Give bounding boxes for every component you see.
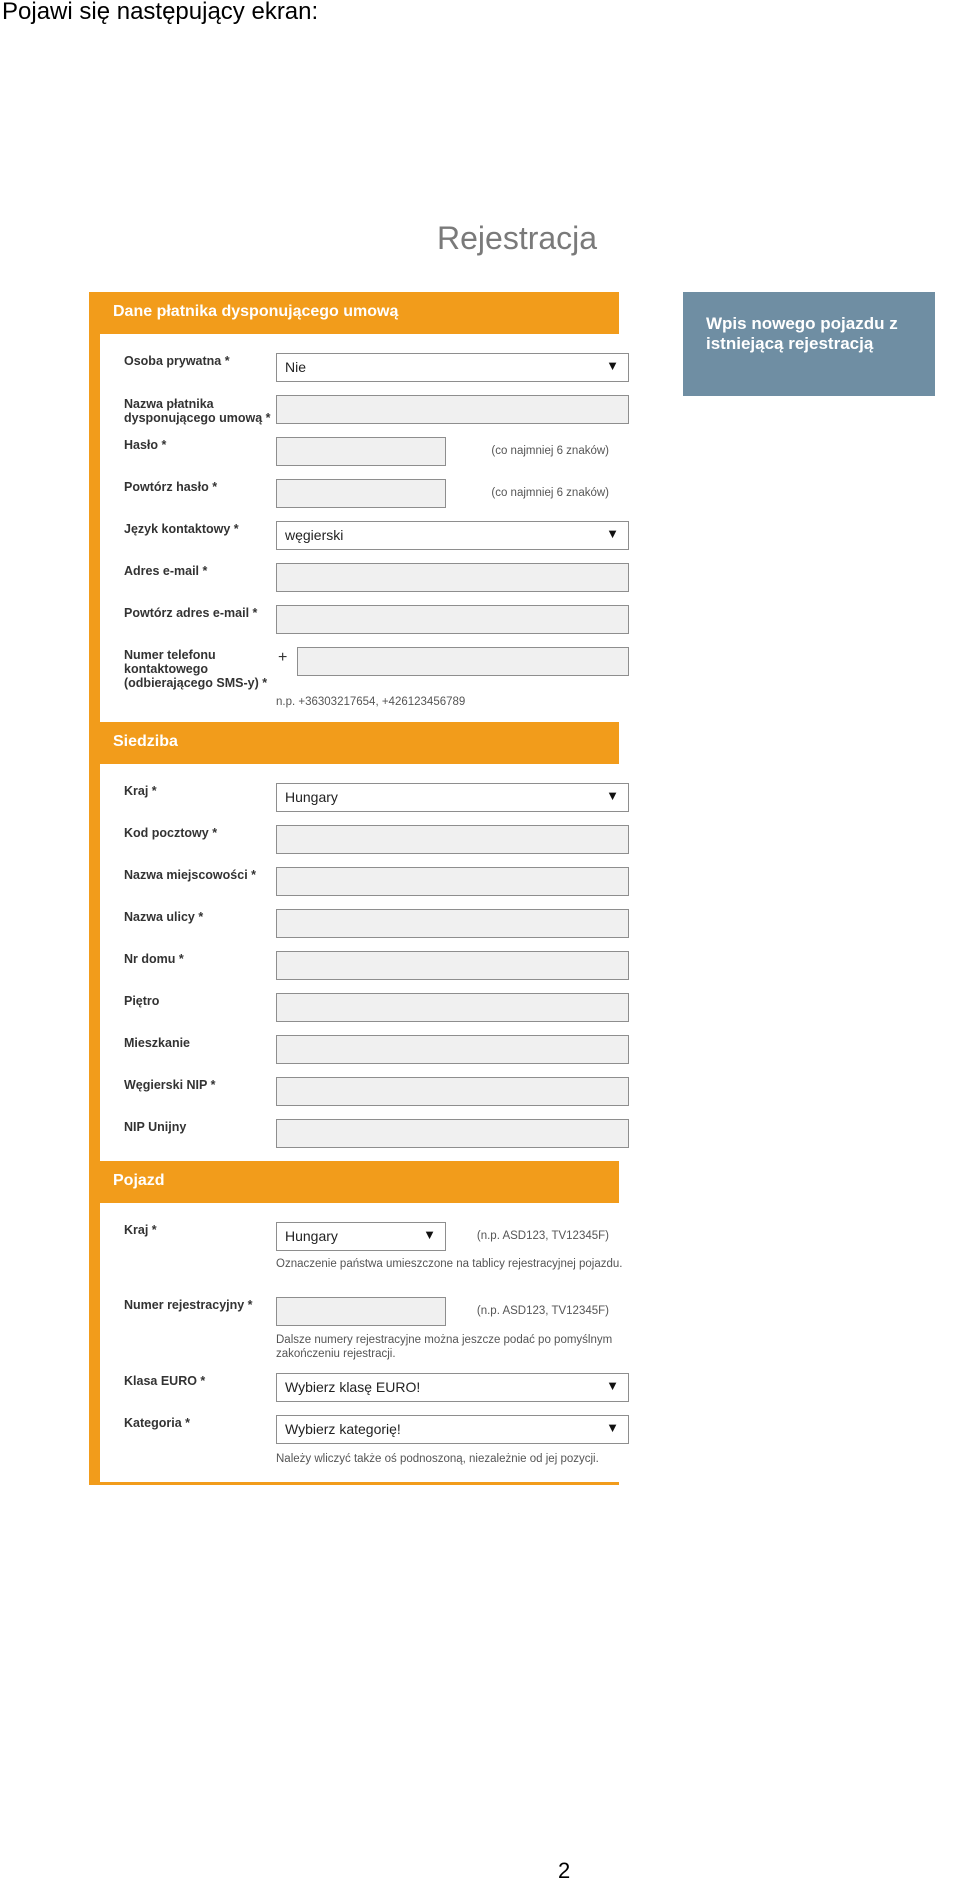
eu-nip-label: NIP Unijny xyxy=(124,1120,187,1134)
vehicle-country-label: Kraj * xyxy=(124,1223,157,1237)
new-vehicle-existing-registration-button[interactable] xyxy=(683,292,935,396)
payer-name-input[interactable] xyxy=(276,395,629,424)
category-label: Kategoria * xyxy=(124,1416,190,1430)
password-input[interactable] xyxy=(276,437,446,466)
section-header-seat: Siedziba xyxy=(100,722,619,764)
eu-nip-input[interactable] xyxy=(276,1119,629,1148)
email-label: Adres e-mail * xyxy=(124,564,208,578)
euro-class-value: Wybierz klasę EURO! xyxy=(285,1379,421,1395)
repeat-password-input[interactable] xyxy=(276,479,446,508)
section-header-payer: Dane płatnika dysponującego umową xyxy=(100,292,619,334)
section-header-vehicle: Pojazd xyxy=(100,1161,619,1203)
registration-form xyxy=(89,292,623,1485)
repeat-email-label: Powtórz adres e-mail * xyxy=(124,606,258,620)
city-input[interactable] xyxy=(276,867,629,896)
dropdown-arrow-icon: ▼ xyxy=(606,1420,619,1435)
phone-example: n.p. +36303217654, +426123456789 xyxy=(276,696,466,708)
house-number-label: Nr domu * xyxy=(124,952,184,966)
language-value: węgierski xyxy=(285,527,344,543)
page-title: Rejestracja xyxy=(437,220,598,256)
dropdown-arrow-icon: ▼ xyxy=(606,526,619,541)
street-label: Nazwa ulicy * xyxy=(124,910,204,924)
flat-input[interactable] xyxy=(276,1035,629,1064)
email-input[interactable] xyxy=(276,563,629,592)
seat-country-label: Kraj * xyxy=(124,784,157,798)
password-label: Hasło * xyxy=(124,438,167,452)
side-button-line2: istniejącą rejestracją xyxy=(706,334,874,353)
dropdown-arrow-icon: ▼ xyxy=(606,788,619,803)
house-number-input[interactable] xyxy=(276,951,629,980)
private-person-select[interactable] xyxy=(276,353,629,382)
dropdown-arrow-icon: ▼ xyxy=(606,1378,619,1393)
floor-label: Piętro xyxy=(124,994,160,1008)
hungarian-nip-input[interactable] xyxy=(276,1077,629,1106)
repeat-password-label: Powtórz hasło * xyxy=(124,480,218,494)
side-button-line1: Wpis nowego pojazdu z xyxy=(706,314,898,333)
payer-name-label: Nazwa płatnika dysponującego umową * xyxy=(124,397,271,425)
vehicle-country-note: Oznaczenie państwa umieszczone na tablicy rejestracyjnej pojazdu. xyxy=(276,1258,623,1270)
repeat-email-input[interactable] xyxy=(276,605,629,634)
private-person-label: Osoba prywatna * xyxy=(124,354,230,368)
phone-label: Numer telefonu kontaktowego (odbierającego SMS-y) * xyxy=(124,648,268,690)
floor-input[interactable] xyxy=(276,993,629,1022)
plate-number-input[interactable] xyxy=(276,1297,446,1326)
hungarian-nip-label: Węgierski NIP * xyxy=(124,1078,216,1092)
flat-label: Mieszkanie xyxy=(124,1036,191,1050)
phone-input[interactable] xyxy=(297,647,629,676)
dropdown-arrow-icon: ▼ xyxy=(606,358,619,373)
euro-class-label: Klasa EURO * xyxy=(124,1374,206,1388)
password-hint: (co najmniej 6 znaków) xyxy=(491,445,609,457)
plate-number-note: Dalsze numery rejestracyjne można jeszcze podać po pomyślnym zakończeniu rejestracji. xyxy=(276,1334,613,1360)
vehicle-country-hint: (n.p. ASD123, TV12345F) xyxy=(476,1230,609,1242)
vehicle-country-value: Hungary xyxy=(285,1228,338,1244)
document-heading: Pojawi się następujący ekran: xyxy=(2,0,319,25)
vehicle-country-select[interactable] xyxy=(276,1222,446,1251)
city-label: Nazwa miejscowości * xyxy=(124,868,257,882)
plate-number-label: Numer rejestracyjny * xyxy=(124,1298,253,1312)
dropdown-arrow-icon: ▼ xyxy=(423,1227,436,1242)
phone-prefix: + xyxy=(278,649,288,666)
repeat-password-hint: (co najmniej 6 znaków) xyxy=(491,487,609,499)
private-person-value: Nie xyxy=(285,359,307,375)
language-label: Język kontaktowy * xyxy=(124,522,239,536)
euro-class-select[interactable] xyxy=(276,1373,629,1402)
category-note: Należy wliczyć także oś podnoszoną, niezależnie od jej pozycji. xyxy=(276,1453,599,1465)
category-value: Wybierz kategorię! xyxy=(285,1421,401,1437)
plate-number-hint: (n.p. ASD123, TV12345F) xyxy=(476,1305,609,1317)
category-select[interactable] xyxy=(276,1415,629,1444)
postal-code-label: Kod pocztowy * xyxy=(124,826,218,840)
street-input[interactable] xyxy=(276,909,629,938)
page-number: 2 xyxy=(558,1858,571,1883)
postal-code-input[interactable] xyxy=(276,825,629,854)
language-select[interactable] xyxy=(276,521,629,550)
seat-country-select[interactable] xyxy=(276,783,629,812)
seat-country-value: Hungary xyxy=(285,789,338,805)
